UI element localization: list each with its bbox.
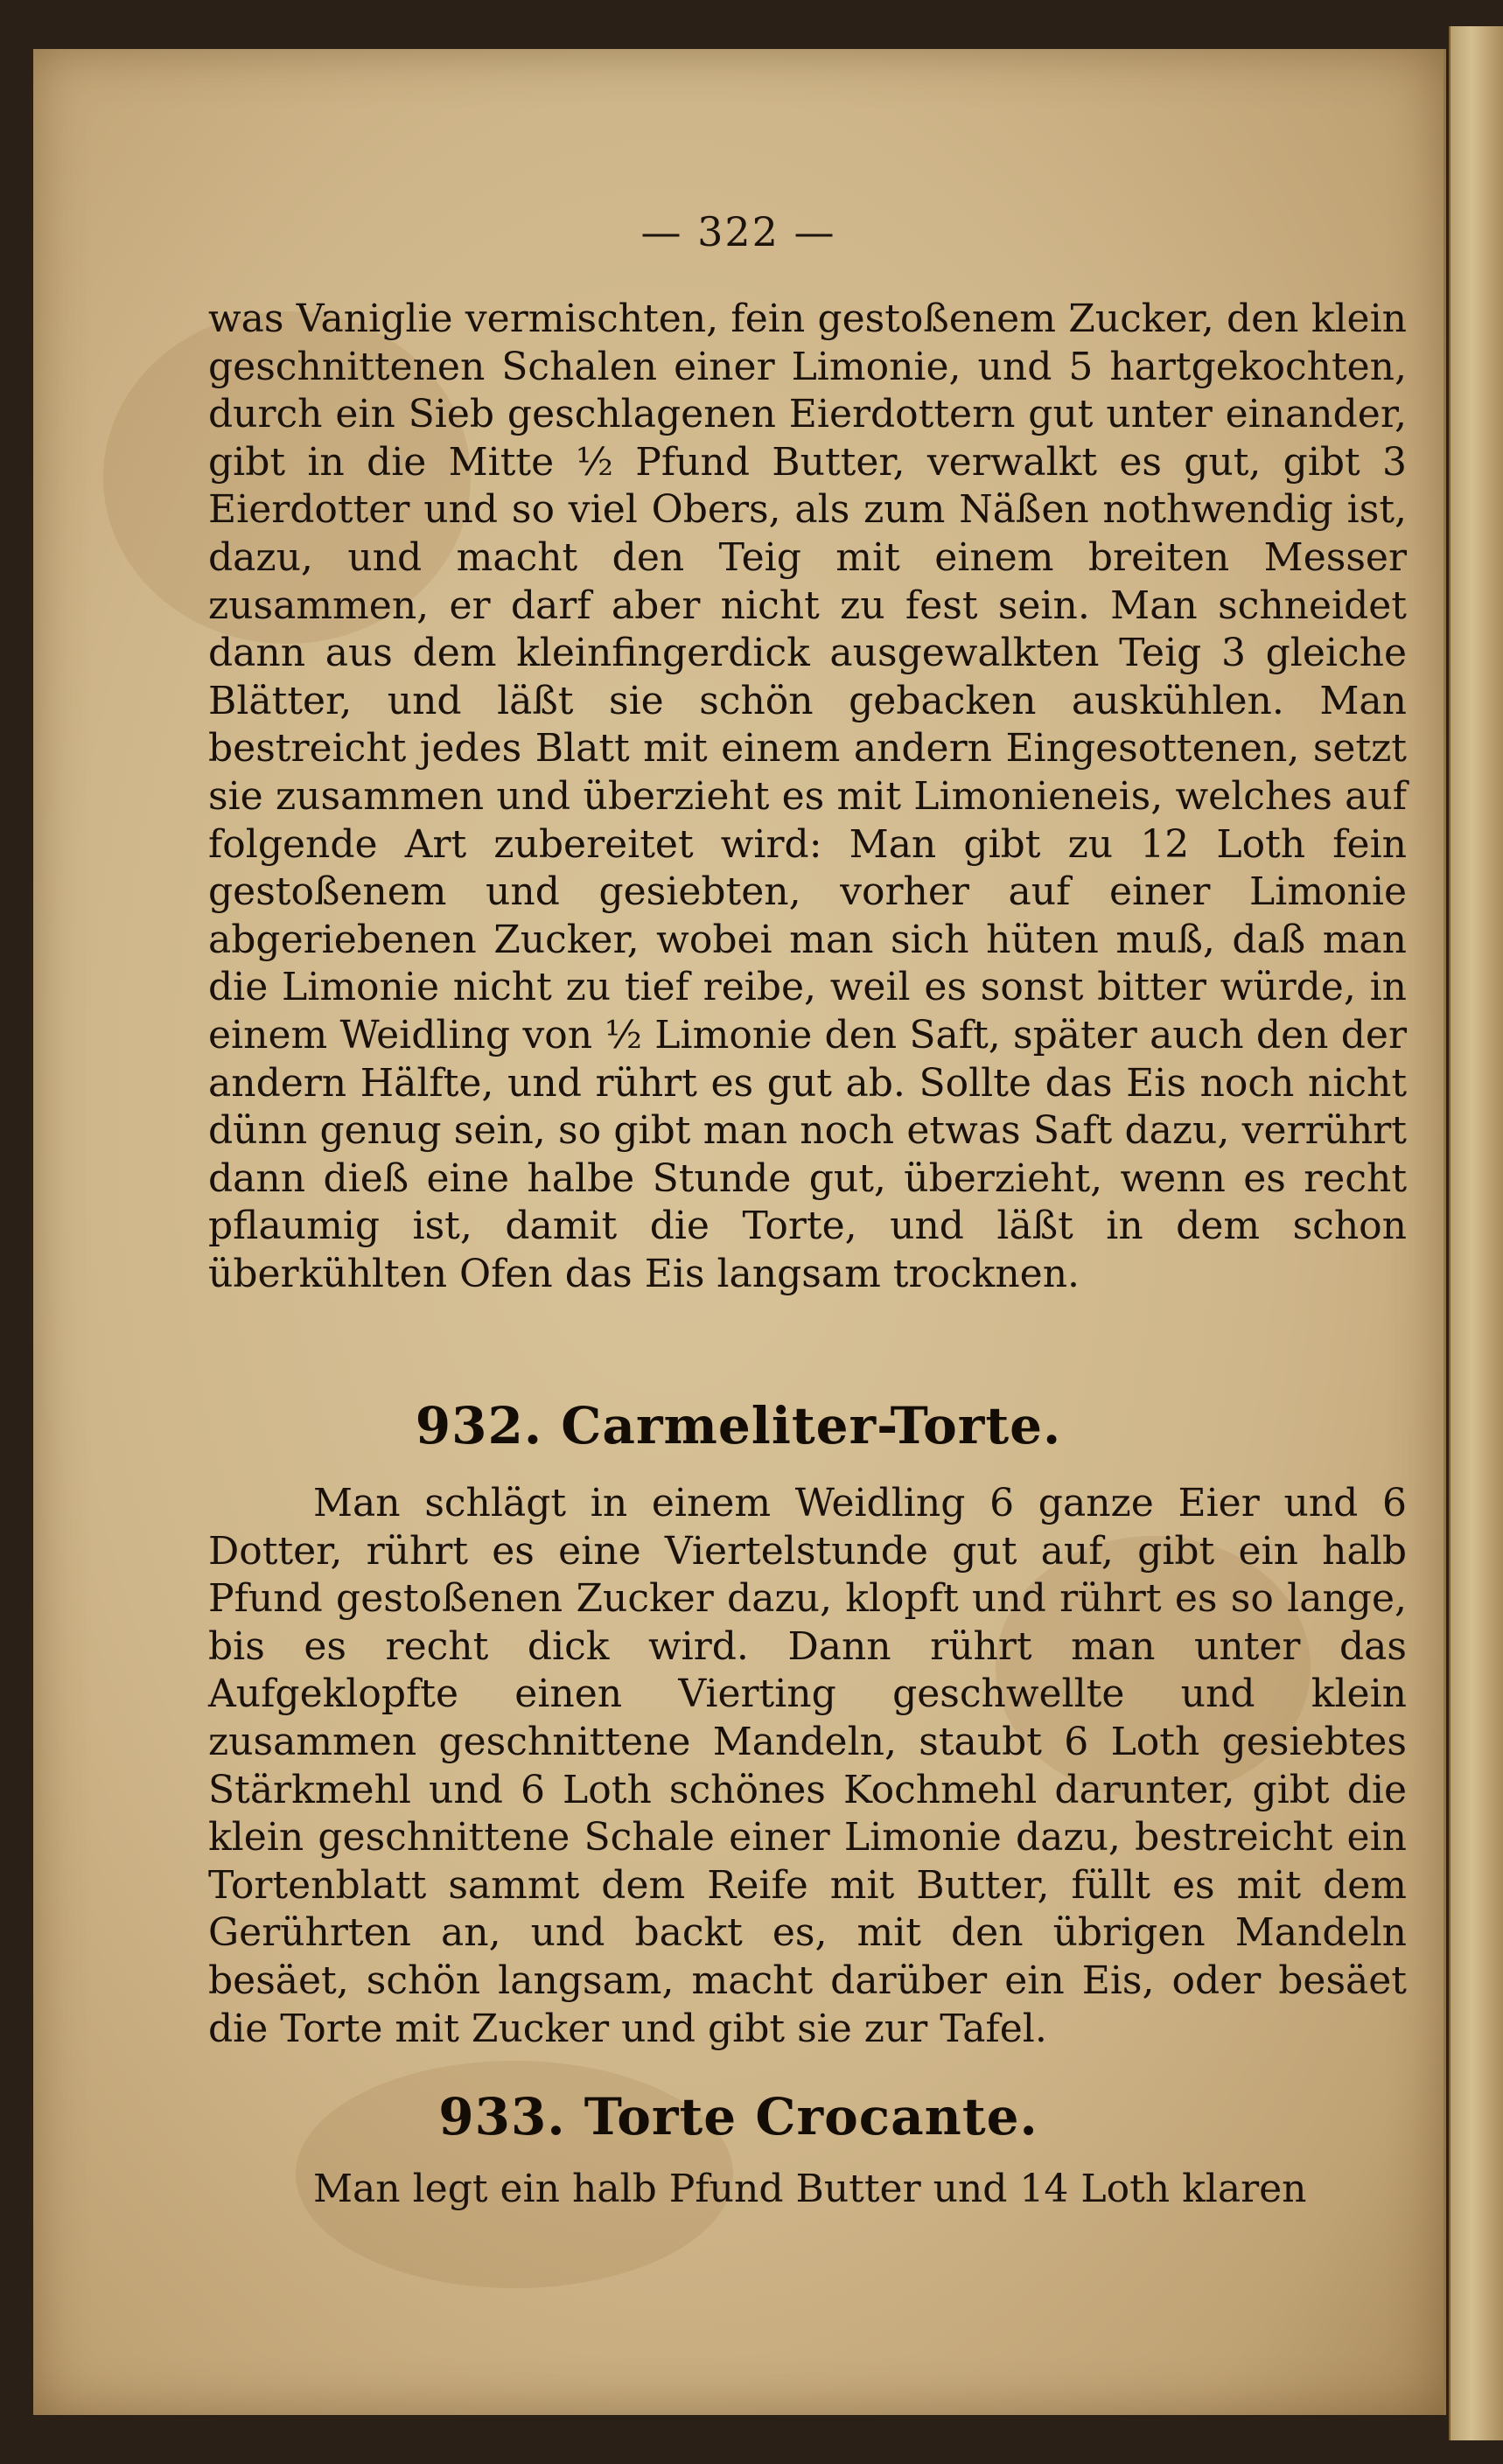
next-page-edge — [1449, 26, 1503, 2440]
recipe-932-text: Man schlägt in einem Weidling 6 ganze Eier und 6 Dotter, rührt es eine Viertelstunde gut auf, gibt ein halb Pfund gestoßenen Zucker dazu, klopft und rührt es so lange, bis es recht dick wird. Dann rührt man unter das Aufgeklopfte einen Vierting geschwellte und klein zusammen geschnittene Mandeln, staubt 6 Loth gesiebtes Stärkmehl und 6 Loth schönes Kochmehl darunter, gibt die klein geschnittene Schale einer Limonie dazu, bestreicht ein Tortenblatt sammt dem Reife mit Butter, füllt es mit dem Gerührten an, und backt es, mit den übrigen Mandeln besäet, schön langsam, macht darüber ein Eis, oder besäet die Torte mit Zucker und gibt sie zur Tafel. — [208, 1481, 1407, 2051]
recipe-continuation-text: was Vaniglie vermischten, fein gestoßenem Zucker, den klein geschnittenen Schalen einer Limonie, und 5 hartgekochten, durch ein Sieb geschlagenen Eierdottern gut unter einander, gibt in die Mitte ½ Pfund Butter, verwalkt es gut, gibt 3 Eierdotter und so viel Obers, als zum Näßen nothwendig ist, dazu, und macht den Teig mit einem breiten Messer zusammen, er darf aber nicht zu fest sein. Man schneidet dann aus dem kleinfingerdick ausgewalkten Teig 3 gleiche Blätter, und läßt sie schön gebacken auskühlen. Man bestreicht jedes Blatt mit einem andern Eingesottenen, setzt sie zusammen und überzieht es mit Limonieneis, welches auf folgende Art zubereitet wird: Man gibt zu 12 Loth fein gestoßenem und gesiebten, vorher auf einer Limonie abgeriebenen Zucker, wobei man sich hüten muß, daß man die Limonie nicht zu tief reibe, weil es sonst bitter würde, in einem Weidling von ½ Limonie den Saft, später auch den der andern Hälfte, und rührt es gut ab. Sollte das Eis noch nicht dünn genug sein, so gibt man noch etwas Saft dazu, verrührt dann dieß eine halbe Stunde gut, überzieht, wenn es recht pflaumig ist, damit die Torte, und läßt in dem schon überkühlten Ofen das Eis langsam trocknen. — [208, 297, 1407, 1296]
recipe-933-text: Man legt ein halb Pfund Butter und 14 Loth klaren — [313, 2167, 1307, 2211]
page-number: — 322 — — [640, 208, 836, 255]
recipe-heading-933: 933. Torte Crocante. — [438, 2087, 1038, 2146]
recipe-heading-932: 932. Carmeliter-Torte. — [415, 1396, 1062, 1455]
book-page — [33, 49, 1446, 2415]
